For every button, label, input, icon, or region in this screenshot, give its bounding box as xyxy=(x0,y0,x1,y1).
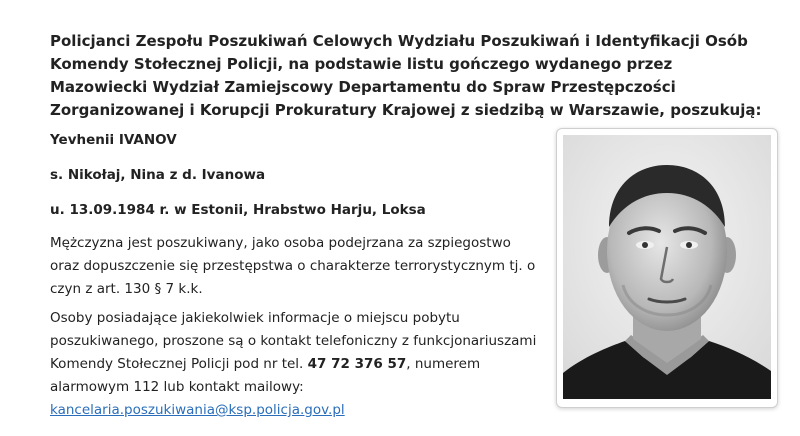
person-parents: s. Nikołaj, Nina z d. Ivanowa xyxy=(50,167,266,183)
contact-email-link[interactable]: kancelaria.poszukiwania@ksp.policja.gov.pl xyxy=(50,402,345,418)
contact-info xyxy=(50,307,540,422)
contact-text-before: Osoby posiadające jakiekolwiek informacje o miejscu pobytu poszukiwanego, proszone są o kontakt telefoniczny z funkcjonariuszami Komendy Stołecznej Policji pod nr tel. xyxy=(50,310,537,372)
person-birth: u. 13.09.1984 r. w Estonii, Hrabstwo Harju, Loksa xyxy=(50,202,426,218)
person-photo xyxy=(563,135,771,399)
charge-description: Mężczyzna jest poszukiwany, jako osoba podejrzana za szpiegostwo oraz dopuszczenie się przestępstwa o charakterze terrorystycznym tj. o czyn z art. 130 § 7 k.k. xyxy=(50,235,536,297)
wanted-notice-intro: Policjanci Zespołu Poszukiwań Celowych Wydziału Poszukiwań i Identyfikacji Osób Komendy Stołecznej Policji, na podstawie listu gończego wydanego przez Mazowiecki Wydział Zamiejscowy Departamentu do Spraw Przestępczości Zorganizowanej i Korupcji Prokuratury Krajowej z siedzibą w Warszawie, poszukują: xyxy=(50,32,762,119)
person-name: Yevhenii IVANOV xyxy=(50,132,177,148)
contact-text-middle: , numerem alarmowym 112 lub kontakt mailowy: xyxy=(50,356,481,395)
photo-frame xyxy=(556,128,778,408)
contact-phone: 47 72 376 57 xyxy=(307,356,407,372)
